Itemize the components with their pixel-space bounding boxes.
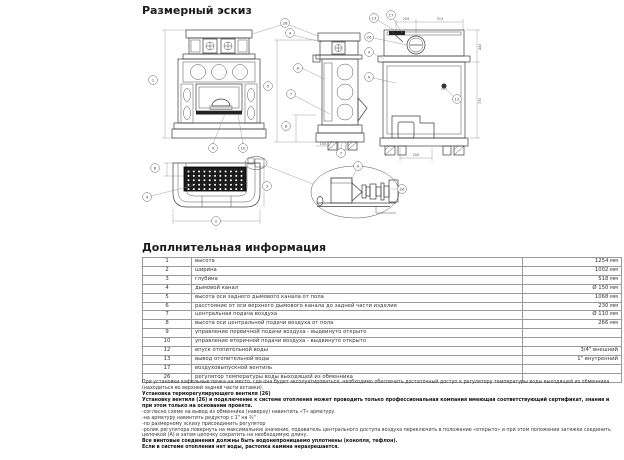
svg-text:17: 17 <box>388 12 394 18</box>
row-desc: регулятор температуры воды выходящей из обменника <box>192 373 523 382</box>
table-row <box>143 275 622 284</box>
table-row <box>143 302 622 311</box>
row-num: 4 <box>143 284 192 293</box>
note-item: -на арматуру навинтить редуктор с 1" на ¾" <box>142 415 256 421</box>
row-desc: впуск отопительной воды <box>192 347 523 356</box>
row-num: 8 <box>143 320 192 329</box>
svg-text:26: 26 <box>399 186 405 192</box>
row-value: 1" внутренний <box>523 355 622 364</box>
svg-text:4: 4 <box>288 30 292 36</box>
row-desc: управление первичной подачи воздуха - выдвинуто открыто <box>192 329 523 338</box>
table-row <box>143 329 622 338</box>
svg-text:8: 8 <box>284 123 288 129</box>
note-heading: Установка терморегулирующего вентиля (26) <box>142 391 271 397</box>
row-num: 3 <box>143 275 192 284</box>
spec-table <box>142 257 622 383</box>
row-num: 12 <box>143 347 192 356</box>
table-row <box>143 311 622 320</box>
row-value: 3/4" внешний <box>523 347 622 356</box>
table-row <box>143 338 622 347</box>
row-value: 518 мм <box>523 275 622 284</box>
row-desc: высота оси центральной подачи воздуха от пола <box>192 320 523 329</box>
table-row <box>143 293 622 302</box>
row-value: 1254 мм <box>523 258 622 267</box>
rear-flue-stub <box>313 55 320 62</box>
svg-text:4: 4 <box>367 49 371 55</box>
svg-text:3: 3 <box>265 183 269 189</box>
svg-text:313: 313 <box>436 17 444 21</box>
table-row <box>143 355 622 364</box>
row-desc: расстояние от оси верхнего дымового канала до задней части изделия <box>192 302 523 311</box>
row-desc: дымовой канал <box>192 284 523 293</box>
row-num: 9 <box>143 329 192 338</box>
note-item: -согласно схеме на вывод из обменника (наверху) навинтить «Т» арматуру. <box>142 409 336 415</box>
row-desc: вывод отопительной воды <box>192 355 523 364</box>
row-value: Ø 110 мм <box>523 311 622 320</box>
top-callouts <box>252 19 322 42</box>
row-num: 13 <box>143 355 192 364</box>
svg-text:10: 10 <box>240 145 246 151</box>
damper-flap <box>389 31 405 35</box>
page-title: Размерный эскиз <box>142 4 252 17</box>
row-num: 26 <box>143 373 192 382</box>
row-num: 2 <box>143 266 192 275</box>
table-row <box>143 347 622 356</box>
svg-text:9: 9 <box>211 145 215 151</box>
svg-text:7: 7 <box>339 150 343 156</box>
svg-text:4: 4 <box>145 194 149 200</box>
table-row <box>143 320 622 329</box>
svg-text:6: 6 <box>153 165 157 171</box>
row-num: 1 <box>143 258 192 267</box>
row-value: 1002 мм <box>523 266 622 275</box>
installation-notes <box>142 380 620 451</box>
row-desc: высота оси заднего дымового канала от пола <box>192 293 523 302</box>
note-warning: Если в системе отопления нет воды, растопка камина неразрешается. <box>142 445 340 451</box>
svg-text:12: 12 <box>454 96 460 102</box>
note-item: -по размерному эскизу присоединить регулятор <box>142 421 266 427</box>
dimensional-sketch <box>140 0 624 240</box>
svg-text:5: 5 <box>266 83 270 89</box>
ash-box <box>398 122 414 138</box>
row-value: 266 мм <box>523 320 622 329</box>
air-vent-valve <box>442 84 447 89</box>
row-value: 1068 мм <box>523 293 622 302</box>
svg-text:26: 26 <box>366 34 372 40</box>
svg-text:200: 200 <box>412 153 420 157</box>
row-num: 17 <box>143 364 192 373</box>
row-value <box>523 364 622 373</box>
svg-text:A: A <box>356 163 360 169</box>
row-num: 10 <box>143 338 192 347</box>
info-title: Доплнительная информация <box>142 241 327 254</box>
table-row <box>143 258 622 267</box>
svg-text:7: 7 <box>289 91 293 97</box>
detail-view <box>311 162 406 218</box>
note-warning: Все винтовые соединения должны быть водонепроницаемо уплотнены (конопля, тефлон). <box>142 439 398 445</box>
row-desc: ширина <box>192 266 523 275</box>
note-paragraph-bold: Установку вентиля (26) и подключение к системе отопления может проводить только профессиональная компания имеющая соответствующий сертификат, знания и при этом только на основании проекта. <box>142 397 610 409</box>
svg-text:730: 730 <box>478 97 482 105</box>
svg-text:A: A <box>367 74 371 80</box>
svg-text:150: 150 <box>319 142 327 146</box>
row-desc: глубина <box>192 275 523 284</box>
svg-text:440: 440 <box>478 43 482 51</box>
table-row <box>143 364 622 373</box>
table-row <box>143 266 622 275</box>
svg-text:13: 13 <box>371 15 377 21</box>
row-num: 6 <box>143 302 192 311</box>
svg-text:204: 204 <box>402 17 410 21</box>
front-view <box>149 30 266 152</box>
plan-view <box>143 157 313 226</box>
firebox-door <box>196 84 242 111</box>
section-view <box>365 11 482 161</box>
row-value: 230 мм <box>523 302 622 311</box>
row-num: 7 <box>143 311 192 320</box>
row-num: 5 <box>143 293 192 302</box>
row-desc: воздуховыпускной вентиль <box>192 364 523 373</box>
svg-text:A: A <box>296 65 300 71</box>
svg-text:2: 2 <box>214 218 218 224</box>
row-desc: управление вторичной подачи воздуха - выдвинуто открыто <box>192 338 523 347</box>
note-paragraph: При установки кафельные печка на место, где она будет эксплуатироваться, необходимо обеспечить достаточный доступ к регулятору температуры воды выходящей из обменника (находиться во верхней задней части вставки). <box>142 380 610 391</box>
svg-text:1: 1 <box>151 77 155 83</box>
row-value <box>523 329 622 338</box>
row-desc: высота <box>192 258 523 267</box>
table-row <box>143 284 622 293</box>
svg-text:26: 26 <box>282 20 288 26</box>
row-value: Ø 150 мм <box>523 284 622 293</box>
row-desc: центральная подача воздуха <box>192 311 523 320</box>
side-view <box>264 30 367 157</box>
row-value <box>523 338 622 347</box>
note-item: -ролик регулятора повернуть на максимальное значение, подаватель центрального доступа воздуха переключить в положение «открыто» и при этом положении затяжки соединить цепочкой (А) и затем цепочку сократить на необходимую длину. <box>142 427 611 439</box>
